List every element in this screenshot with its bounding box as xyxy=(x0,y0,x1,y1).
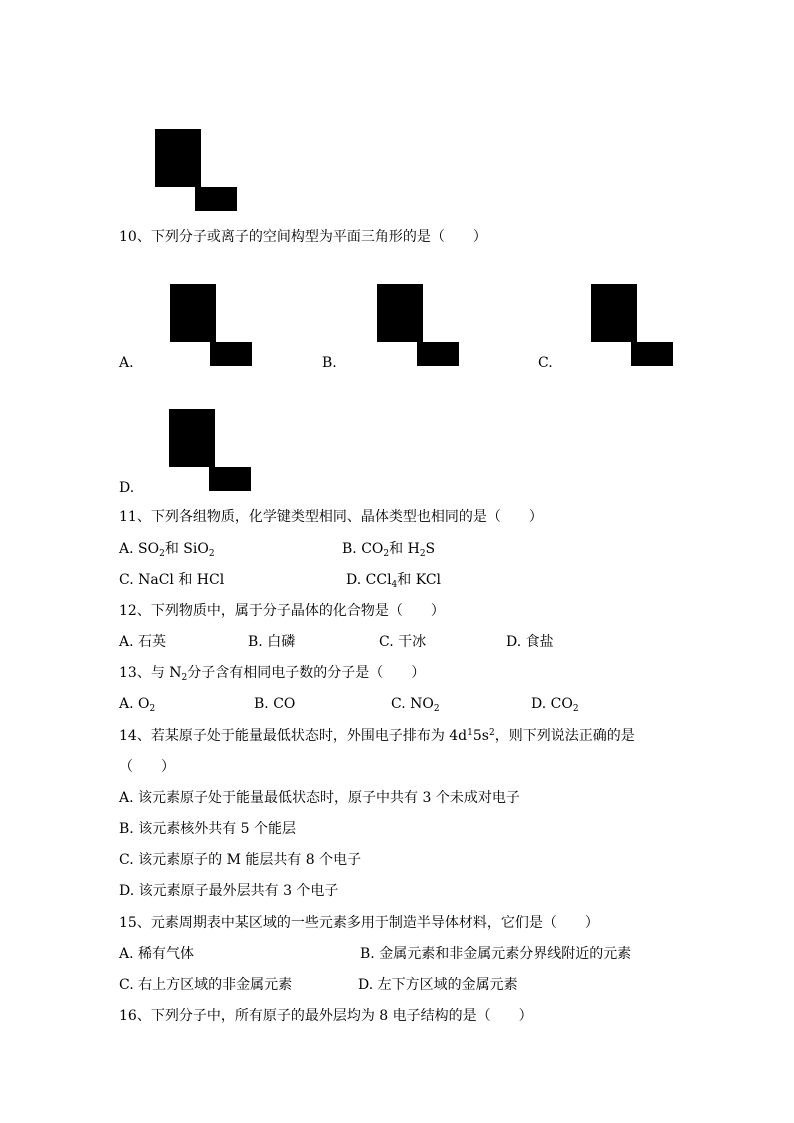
q16-stem: 16、下列分子中，所有原子的最外层均为 8 电子结构的是（ ） xyxy=(119,1008,533,1024)
q15-option-c: C. 右上方区域的非金属元素 xyxy=(119,977,293,993)
q13-stem: 13、与 $N_2$分子含有相同电子数的分子是（ ） xyxy=(119,665,426,683)
q13-option-b: B. CO xyxy=(254,696,296,712)
q12-stem: 12、下列物质中，属于分子晶体的化合物是（ ） xyxy=(119,603,445,619)
q14-stem-line2: （ ） xyxy=(119,759,175,775)
q14-option-d: D. 该元素原子最外层共有 3 个电子 xyxy=(119,883,339,899)
q11-option-c: C. NaCl 和 HCl xyxy=(119,572,225,588)
q14-option-c: C. 该元素原子的 M 能层共有 8 个电子 xyxy=(119,852,362,868)
q14-stem: 14、若某原子处于能量最低状态时，外围电子排布为 $4d^15s^2$，则下列说法正确的是 xyxy=(119,728,635,744)
q10-option-c-label: C. xyxy=(538,355,553,371)
q11-option-a: A. $SO_2$和 SiO$_2$ xyxy=(119,541,215,559)
q15-option-d: D. 左下方区域的金属元素 xyxy=(358,977,518,993)
q13-option-a: A. $O_2$ xyxy=(119,696,156,714)
q11-stem: 11、下列各组物质，化学键类型相同、晶体类型也相同的是（ ） xyxy=(119,509,543,525)
q12-option-d: D. 食盐 xyxy=(506,634,554,650)
q15-option-b: B. 金属元素和非金属元素分界线附近的元素 xyxy=(360,946,632,962)
q14-option-b: B. 该元素核外共有 5 个能层 xyxy=(119,821,296,837)
q12-option-a: A. 石英 xyxy=(119,634,167,650)
q12-option-b: B. 白磷 xyxy=(248,634,296,650)
q10-option-b-label: B. xyxy=(322,355,337,371)
q10-stem: 10、下列分子或离子的空间构型为平面三角形的是（ ） xyxy=(119,229,487,245)
q10-option-d-label: D. xyxy=(119,480,135,496)
q13-option-c: C. $NO_2$ xyxy=(391,696,440,714)
q15-stem: 15、元素周期表中某区域的一些元素多用于制造半导体材料，它们是（ ） xyxy=(119,915,599,931)
q15-option-a: A. 稀有气体 xyxy=(119,946,195,962)
q12-option-c: C. 干冰 xyxy=(379,634,427,650)
q11-option-d: D. CCl$_4$和 KCl xyxy=(346,572,442,590)
q11-option-b: B. $CO_2$和 $H_2S$ xyxy=(342,541,436,559)
q13-option-d: D. $CO_2$ xyxy=(531,696,579,714)
q14-option-a: A. 该元素原子处于能量最低状态时，原子中共有 3 个未成对电子 xyxy=(119,790,520,806)
q10-option-a-label: A. xyxy=(119,355,134,371)
